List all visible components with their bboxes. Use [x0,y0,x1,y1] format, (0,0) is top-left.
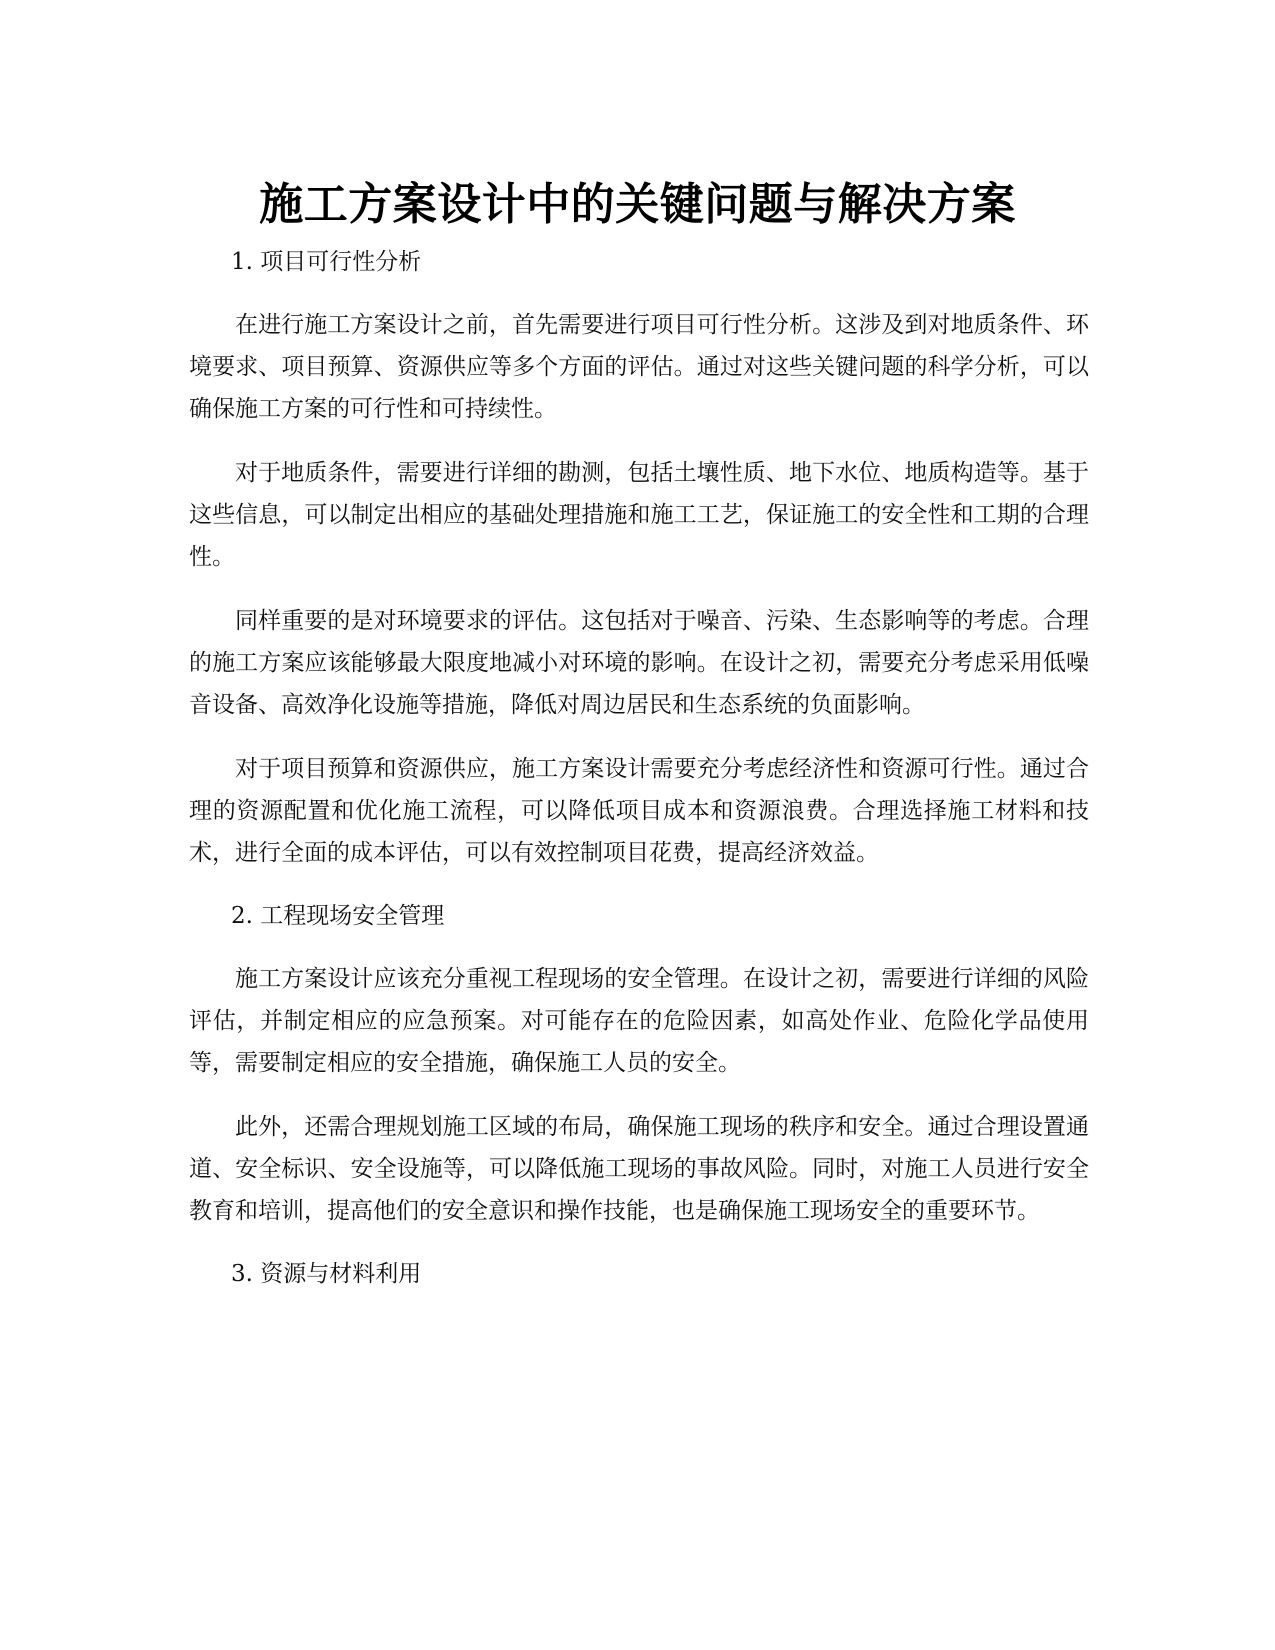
section-1-paragraph-2: 对于地质条件，需要进行详细的勘测，包括土壤性质、地下水位、地质构造等。基于这些信息，可以制定出相应的基础处理措施和施工工艺，保证施工的安全性和工期的合理性。 [189,460,1089,570]
section-1-paragraph-3: 同样重要的是对环境要求的评估。这包括对于噪音、污染、生态影响等的考虑。合理的施工方案应该能够最大限度地减小对环境的影响。在设计之初，需要充分考虑采用低噪音设备、高效净化设施等措施，降低对周边居民和生态系统的负面影响。 [189,608,1089,718]
document-title: 施工方案设计中的关键问题与解决方案 [259,179,1016,231]
section-1-paragraph-1: 在进行施工方案设计之前，首先需要进行项目可行性分析。这涉及到对地质条件、环境要求、项目预算、资源供应等多个方面的评估。通过对这些关键问题的科学分析，可以确保施工方案的可行性和可持续性。 [189,312,1089,422]
section-2-paragraph-2: 此外，还需合理规划施工区域的布局，确保施工现场的秩序和安全。通过合理设置通道、安全标识、安全设施等，可以降低施工现场的事故风险。同时，对施工人员进行安全教育和培训，提高他们的安全意识和操作技能，也是确保施工现场安全的重要环节。 [189,1114,1089,1224]
section-1-paragraph-4: 对于项目预算和资源供应，施工方案设计需要充分考虑经济性和资源可行性。通过合理的资源配置和优化施工流程，可以降低项目成本和资源浪费。合理选择施工材料和技术，进行全面的成本评估，可以有效控制项目花费，提高经济效益。 [189,756,1089,866]
section-heading-3: 3. 资源与材料利用 [231,1261,422,1287]
document-body [189,242,1089,1316]
section-heading-2: 2. 工程现场安全管理 [231,903,445,929]
section-heading-1: 1. 项目可行性分析 [231,249,422,275]
section-2-paragraph-1: 施工方案设计应该充分重视工程现场的安全管理。在设计之初，需要进行详细的风险评估，并制定相应的应急预案。对可能存在的危险因素，如高处作业、危险化学品使用等，需要制定相应的安全措施，确保施工人员的安全。 [189,966,1089,1076]
